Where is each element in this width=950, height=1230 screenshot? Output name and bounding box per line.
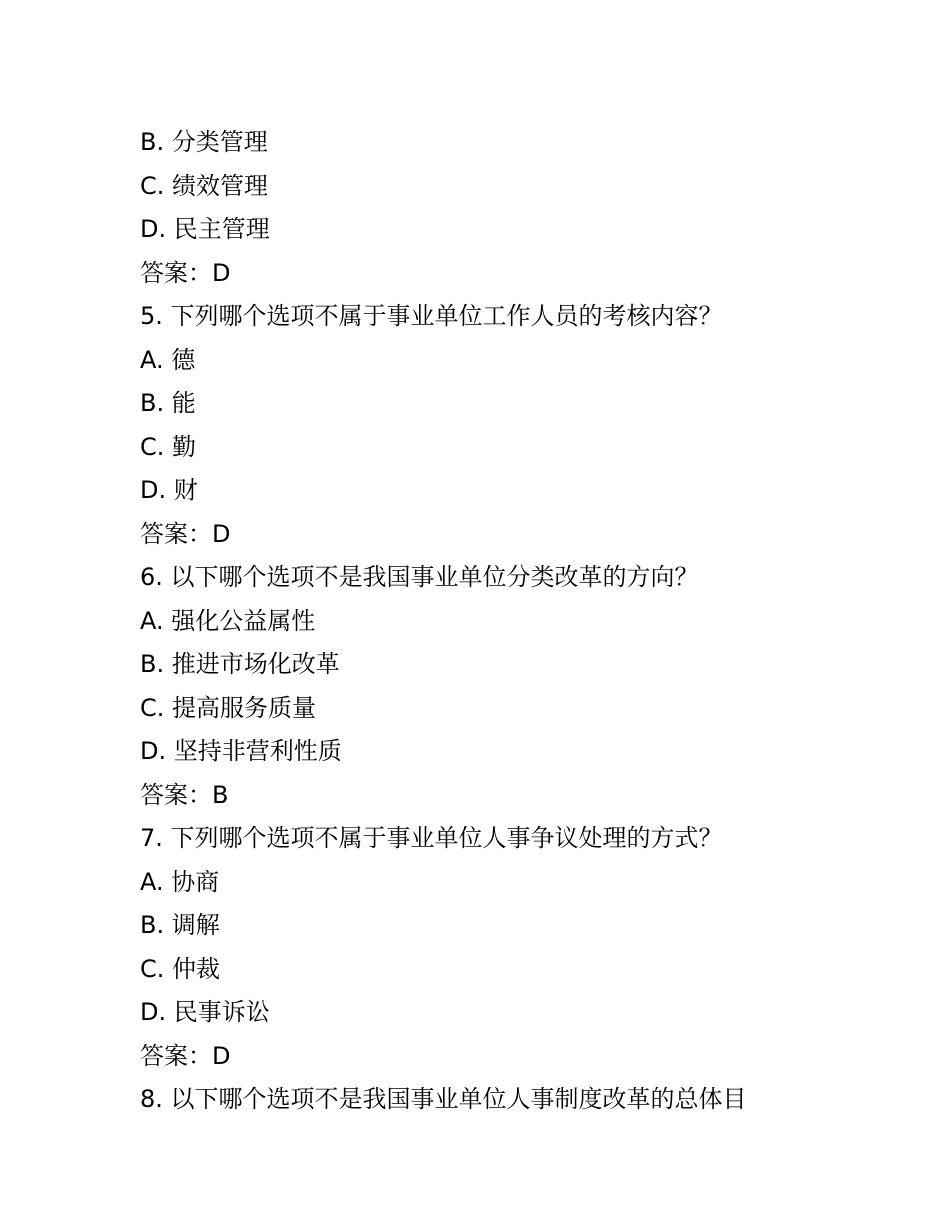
option-c: C. 绩效管理 xyxy=(140,171,269,200)
document-body xyxy=(140,121,900,1122)
option-b: B. 调解 xyxy=(140,911,220,939)
question-5: 5. 下列哪个选项不属于事业单位工作人员的考核内容？ xyxy=(140,302,723,330)
option-a: A. 强化公益属性 xyxy=(140,606,316,635)
question-6: 6. 以下哪个选项不是我国事业单位分类改革的方向？ xyxy=(140,563,699,591)
option-c: C. 提高服务质量 xyxy=(140,693,317,722)
option-d: D. 财 xyxy=(140,476,198,504)
answer-line: 答案：B xyxy=(140,780,229,809)
option-b: B. 推进市场化改革 xyxy=(140,650,340,678)
option-b: B. 分类管理 xyxy=(140,128,268,156)
option-c: C. 勤 xyxy=(140,432,197,461)
option-b: B. 能 xyxy=(140,389,196,417)
answer-line: 答案：D xyxy=(140,519,231,548)
option-d: D. 坚持非营利性质 xyxy=(140,737,342,765)
question-8: 8. 以下哪个选项不是我国事业单位人事制度改革的总体目 xyxy=(140,1085,747,1113)
answer-line: 答案：D xyxy=(140,258,231,287)
question-7: 7. 下列哪个选项不属于事业单位人事争议处理的方式？ xyxy=(140,824,723,852)
option-a: A. 德 xyxy=(140,345,196,374)
option-c: C. 仲裁 xyxy=(140,954,221,983)
option-d: D. 民主管理 xyxy=(140,215,270,243)
option-d: D. 民事诉讼 xyxy=(140,998,270,1026)
answer-line: 答案：D xyxy=(140,1041,231,1070)
option-a: A. 协商 xyxy=(140,867,220,896)
